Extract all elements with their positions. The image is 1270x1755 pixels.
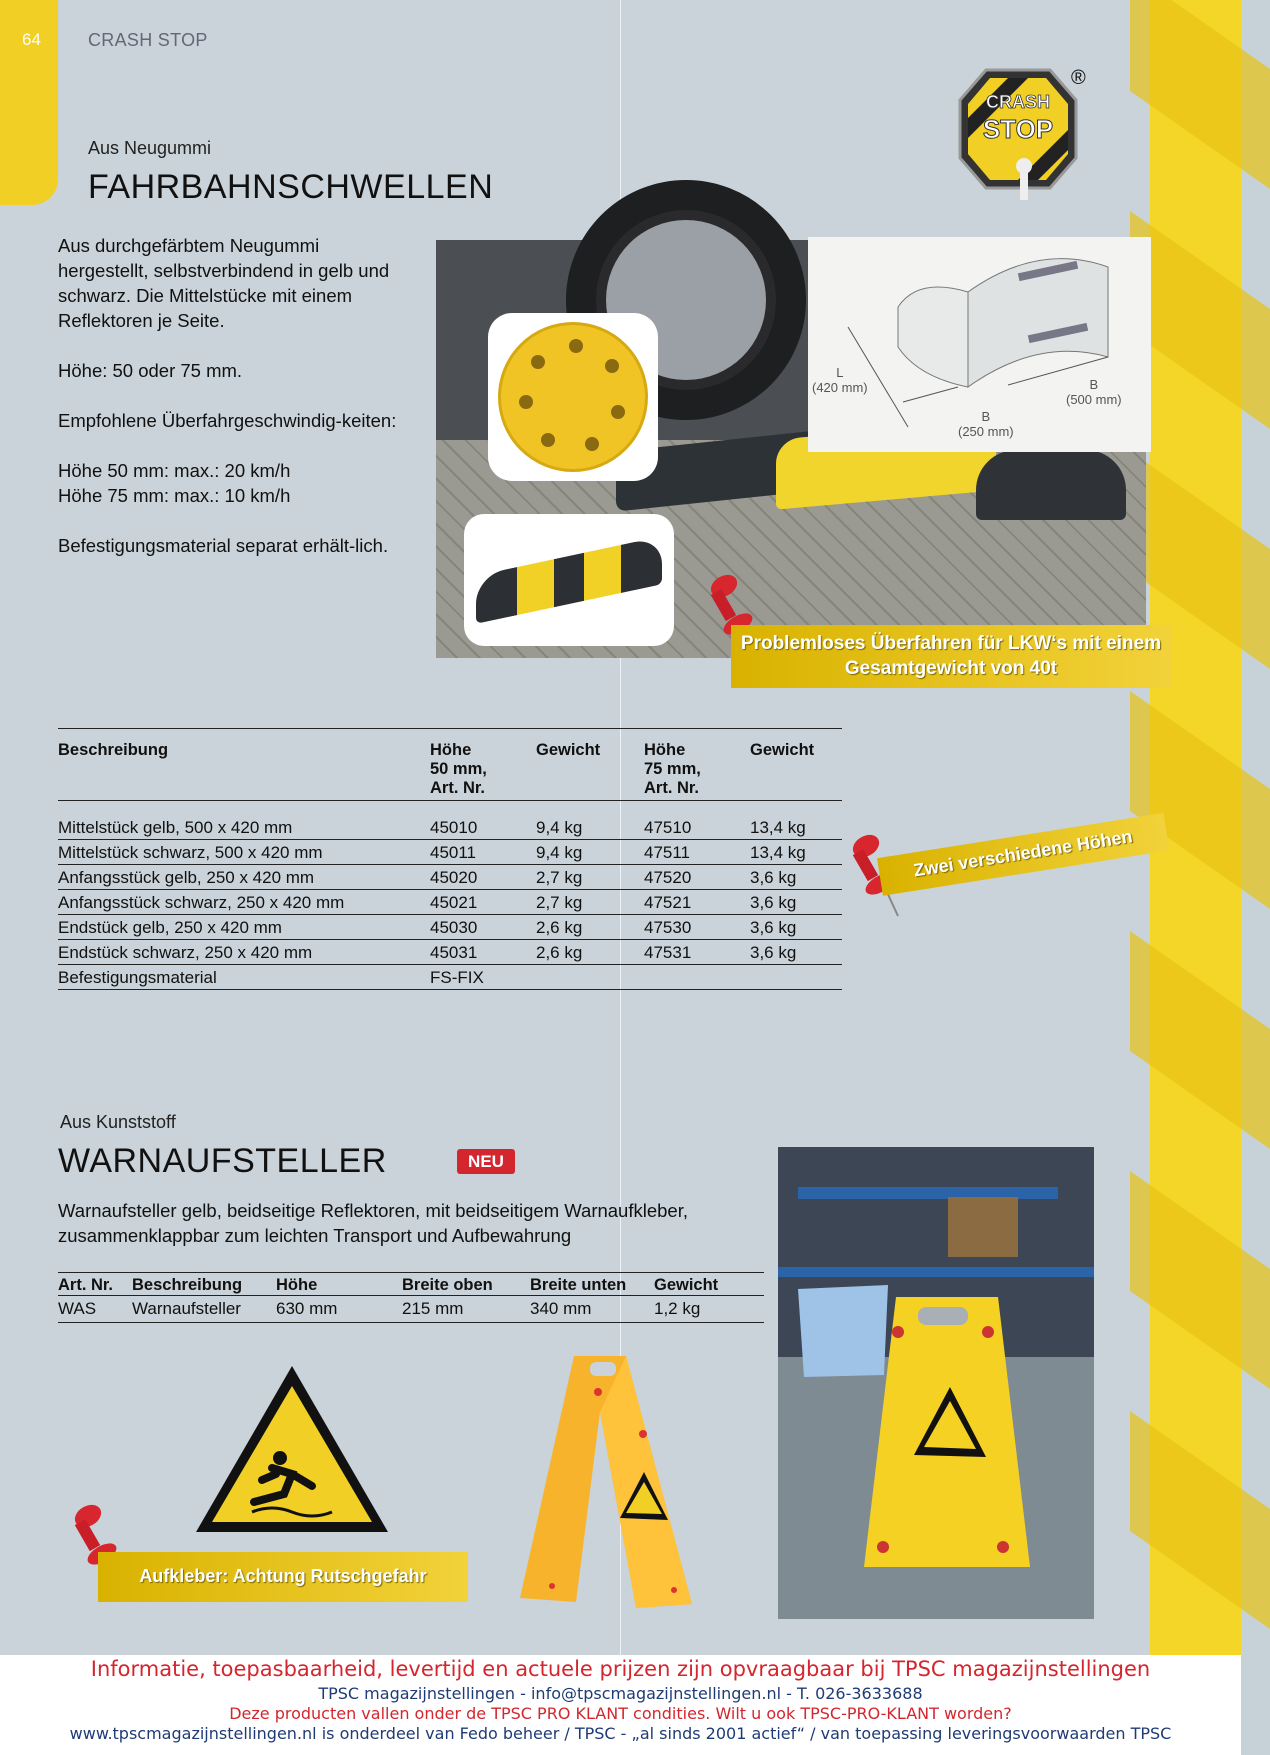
page-number-tab xyxy=(0,0,58,205)
section1-description xyxy=(58,233,398,583)
table-cell: 13,4 kg xyxy=(750,801,842,840)
table-cell: 3,6 kg xyxy=(750,890,842,915)
table-header: Höhe 50 mm, Art. Nr. xyxy=(430,729,536,801)
two-heights-callout: Zwei verschiedene Höhen xyxy=(877,813,1169,896)
table-cell: 47521 xyxy=(644,890,750,915)
dimension-label-b-500: B (500 mm) xyxy=(1066,377,1122,407)
sticker-callout: Aufkleber: Achtung Rutschgefahr xyxy=(98,1552,468,1602)
table-cell: 215 mm xyxy=(402,1296,530,1323)
page-number: 64 xyxy=(22,30,41,49)
section-header: CRASH STOP xyxy=(88,30,208,50)
table-cell: Anfangsstück schwarz, 250 x 420 mm xyxy=(58,890,430,915)
footer-pro-klant-line: Deze producten vallen onder de TPSC PRO KLANT condities. Wilt u ook TPSC-PRO-KLANT worden? xyxy=(229,1704,1012,1723)
logo-text-crash: CRASH xyxy=(985,92,1051,112)
table-cell: Endstück schwarz, 250 x 420 mm xyxy=(58,940,430,965)
table-header: Gewicht xyxy=(750,729,842,801)
description-paragraph: Aus durchgefärbtem Neugummi hergestellt, selbstverbindend in gelb und schwarz. Die Mittelstücke mit einem Reflektoren je Seite. xyxy=(58,235,390,331)
table-header: Beschreibung xyxy=(132,1273,276,1296)
table-header: Breite oben xyxy=(402,1273,530,1296)
footer-info-line: Informatie, toepasbaarheid, levertijd en actuele prijzen zijn opvraagbaar bij TPSC magazijnstellingen xyxy=(90,1657,1151,1681)
table-cell: 630 mm xyxy=(276,1296,402,1323)
table-header: Breite unten xyxy=(530,1273,654,1296)
table-cell: 3,6 kg xyxy=(750,940,842,965)
registered-mark: ® xyxy=(1071,67,1086,89)
section1-title: FAHRBAHNSCHWELLEN xyxy=(88,168,494,206)
slip-hazard-sign-icon xyxy=(192,1362,392,1537)
table-cell: 2,6 kg xyxy=(536,940,644,965)
table-row xyxy=(58,965,842,990)
new-badge: NEU xyxy=(457,1149,515,1174)
dimension-label-l: L (420 mm) xyxy=(812,365,868,395)
dimension-diagram xyxy=(808,237,1151,452)
table-cell: 45021 xyxy=(430,890,536,915)
table-header: Gewicht xyxy=(536,729,644,801)
table-cell: Befestigungsmaterial xyxy=(58,965,430,990)
table-cell: 340 mm xyxy=(530,1296,654,1323)
table-cell: 45020 xyxy=(430,865,536,890)
section1-subtitle: Aus Neugummi xyxy=(88,138,212,158)
end-piece-inset-image xyxy=(488,313,658,481)
section2-subtitle: Aus Kunststoff xyxy=(60,1112,176,1132)
table-cell xyxy=(644,965,750,990)
table-cell: 47530 xyxy=(644,915,750,940)
table-cell xyxy=(750,965,842,990)
table-row xyxy=(58,915,842,940)
table-cell xyxy=(536,965,644,990)
bump-assembly-inset-image xyxy=(464,514,674,646)
table-cell: 47510 xyxy=(644,801,750,840)
table-cell: 45010 xyxy=(430,801,536,840)
table-cell: 45030 xyxy=(430,915,536,940)
table-cell: Warnaufsteller xyxy=(132,1296,276,1323)
table-cell: 3,6 kg xyxy=(750,915,842,940)
speed-bump-table xyxy=(58,728,842,990)
footer-contact-line[interactable]: TPSC magazijnstellingen - info@tpscmagazijnstellingen.nl - T. 026-3633688 xyxy=(318,1684,923,1703)
table-cell: 45031 xyxy=(430,940,536,965)
table-row xyxy=(58,865,842,890)
section2-title: WARNAUFSTELLER xyxy=(58,1142,387,1180)
table-cell: 45011 xyxy=(430,840,536,865)
section2-description: Warnaufsteller gelb, beidseitige Reflektoren, mit beidseitigem Warnaufkleber, zusammenklappbar zum leichten Transport und Aufbewahrung xyxy=(58,1200,688,1246)
logo-text-stop: STOP xyxy=(982,114,1054,144)
warning-sign-in-use-photo xyxy=(778,1147,1094,1619)
table-cell: Anfangsstück gelb, 250 x 420 mm xyxy=(58,865,430,890)
description-paragraph: Empfohlene Überfahrgeschwindig-keiten: xyxy=(58,410,397,431)
table-cell: 3,6 kg xyxy=(750,865,842,890)
footer-website-line[interactable]: www.tpscmagazijnstellingen.nl is onderdeel van Fedo beheer / TPSC - „al sinds 2001 actief“ / van toepassing leveringsvoorwaarden TPSC xyxy=(69,1724,1172,1743)
table-row xyxy=(58,1296,764,1323)
warning-sign-product-image xyxy=(516,1352,696,1614)
description-paragraph: Höhe 50 mm: max.: 20 km/h Höhe 75 mm: max.: 10 km/h xyxy=(58,460,291,506)
table-cell: WAS xyxy=(58,1296,132,1323)
table-header: Höhe 75 mm, Art. Nr. xyxy=(644,729,750,801)
truck-load-callout: Problemloses Überfahren für LKW‘s mit einem Gesamtgewicht von 40t xyxy=(731,625,1171,688)
table-cell: 47531 xyxy=(644,940,750,965)
table-cell: 2,6 kg xyxy=(536,915,644,940)
description-paragraph: Höhe: 50 oder 75 mm. xyxy=(58,360,243,381)
table-cell: 9,4 kg xyxy=(536,801,644,840)
table-cell: 1,2 kg xyxy=(654,1296,764,1323)
table-row xyxy=(58,840,842,865)
table-cell: 47511 xyxy=(644,840,750,865)
table-cell: 2,7 kg xyxy=(536,890,644,915)
footer xyxy=(0,1655,1241,1755)
table-cell: 2,7 kg xyxy=(536,865,644,890)
table-header: Höhe xyxy=(276,1273,402,1296)
table-cell: 9,4 kg xyxy=(536,840,644,865)
dimension-label-b-250: B (250 mm) xyxy=(958,409,1014,439)
warning-sign-table xyxy=(58,1272,764,1323)
table-cell: Mittelstück schwarz, 500 x 420 mm xyxy=(58,840,430,865)
description-paragraph: Befestigungsmaterial separat erhält-lich. xyxy=(58,535,389,556)
table-row xyxy=(58,890,842,915)
table-header: Gewicht xyxy=(654,1273,764,1296)
table-cell: 47520 xyxy=(644,865,750,890)
table-row xyxy=(58,801,842,840)
table-header: Beschreibung xyxy=(58,729,430,801)
table-cell: Mittelstück gelb, 500 x 420 mm xyxy=(58,801,430,840)
table-cell: 13,4 kg xyxy=(750,840,842,865)
table-row xyxy=(58,940,842,965)
table-cell: Endstück gelb, 250 x 420 mm xyxy=(58,915,430,940)
table-header: Art. Nr. xyxy=(58,1273,132,1296)
table-cell: FS-FIX xyxy=(430,965,536,990)
crash-stop-logo xyxy=(958,58,1086,208)
